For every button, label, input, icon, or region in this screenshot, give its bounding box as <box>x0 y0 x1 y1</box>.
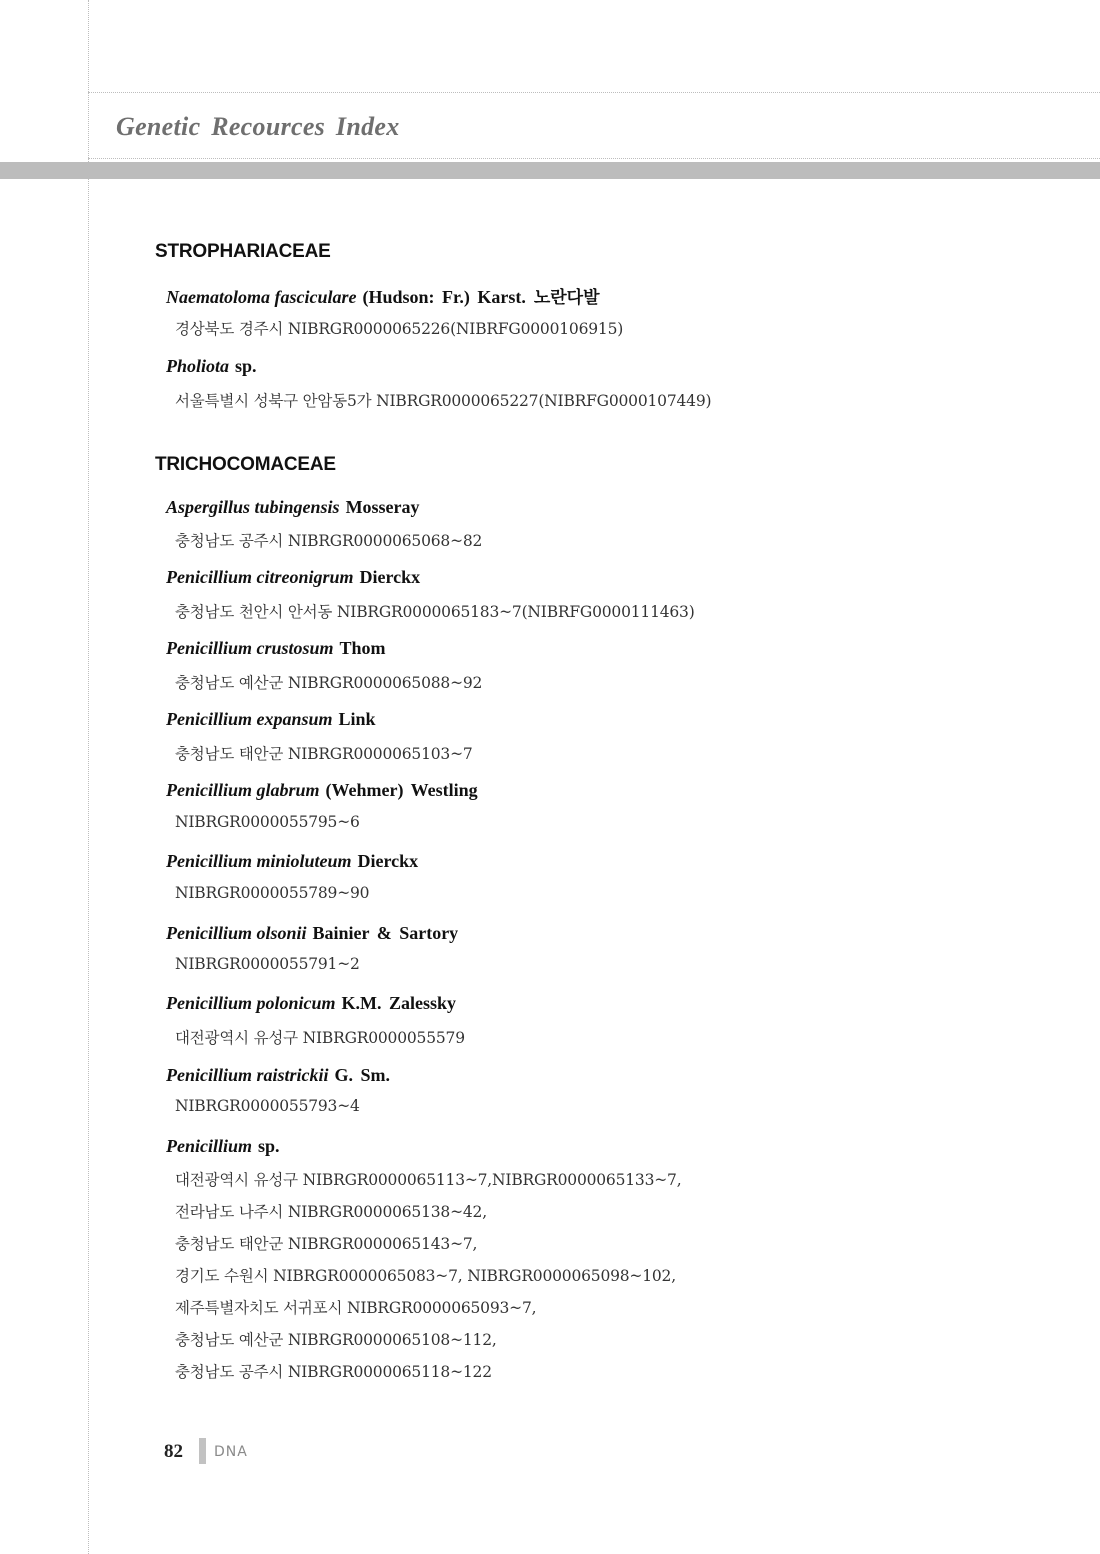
species-author: (Hudson: Fr.) Karst. <box>362 287 526 307</box>
species-author: (Wehmer) Westling <box>325 780 478 800</box>
species-entry <box>166 851 418 872</box>
species-author: Thom <box>339 638 386 658</box>
species-location: 서울특별시 성북구 안암동5가 NIBRGR0000065227(NIBRFG0000107449) <box>175 392 712 410</box>
family-heading: STROPHARIACEAE <box>155 241 331 262</box>
species-location: NIBRGR0000055795~6 <box>175 813 360 831</box>
species-location: NIBRGR0000055789~90 <box>175 884 370 902</box>
species-author: G. Sm. <box>334 1065 391 1085</box>
species-location: 제주특별자치도 서귀포시 NIBRGR0000065093~7, <box>175 1299 537 1317</box>
species-entry <box>166 638 386 659</box>
species-author: Mosseray <box>345 497 420 517</box>
species-korean-name: 노란다발 <box>533 288 600 308</box>
species-location: 경기도 수원시 NIBRGR0000065083~7, NIBRGR0000065098~102, <box>175 1267 676 1285</box>
species-entry <box>166 497 420 518</box>
species-location: 충청남도 천안시 안서동 NIBRGR0000065183~7(NIBRFG0000111463) <box>175 603 695 621</box>
footer-section-label: DNA <box>214 1444 248 1460</box>
header-bottom-rule <box>88 158 1100 159</box>
species-entry <box>166 356 257 377</box>
species-binomial: Penicillium citreonigrum <box>166 567 354 587</box>
species-author: Dierckx <box>359 567 421 587</box>
page-number: 82 <box>164 1441 183 1462</box>
species-location: NIBRGR0000055793~4 <box>175 1097 360 1115</box>
species-binomial: Naematoloma fasciculare <box>166 287 357 307</box>
species-entry <box>166 993 456 1014</box>
species-binomial: Penicillium <box>166 1136 253 1156</box>
species-location: 충청남도 태안군 NIBRGR0000065143~7, <box>175 1235 478 1253</box>
species-entry <box>166 1065 390 1086</box>
species-entry <box>166 1136 280 1157</box>
species-binomial: Pholiota <box>166 356 230 376</box>
species-author: Link <box>338 709 376 729</box>
species-location: 경상북도 경주시 NIBRGR0000065226(NIBRFG0000106915) <box>175 320 624 338</box>
species-location: 대전광역시 유성구 NIBRGR0000065113~7,NIBRGR0000065133~7, <box>175 1171 682 1189</box>
species-entry <box>166 709 376 730</box>
species-binomial: Penicillium olsonii <box>166 923 307 943</box>
species-entry <box>166 283 600 308</box>
species-location: 충청남도 예산군 NIBRGR0000065108~112, <box>175 1331 497 1349</box>
species-binomial: Penicillium polonicum <box>166 993 336 1013</box>
species-location: 충청남도 공주시 NIBRGR0000065068~82 <box>175 532 483 550</box>
species-binomial: Penicillium expansum <box>166 709 333 729</box>
species-entry <box>166 780 478 801</box>
left-dotted-guide <box>88 0 89 1554</box>
species-author: K.M. Zalessky <box>341 993 457 1013</box>
species-entry <box>166 923 458 944</box>
species-binomial: Penicillium crustosum <box>166 638 334 658</box>
species-author: Bainier & Sartory <box>312 923 459 943</box>
species-location: 충청남도 공주시 NIBRGR0000065118~122 <box>175 1363 492 1381</box>
species-binomial: Aspergillus tubingensis <box>166 497 340 517</box>
footer-divider <box>199 1438 206 1464</box>
species-location: 충청남도 태안군 NIBRGR0000065103~7 <box>175 745 473 763</box>
species-author: Dierckx <box>357 851 419 871</box>
family-heading: TRICHOCOMACEAE <box>155 454 336 475</box>
species-binomial: Penicillium minioluteum <box>166 851 352 871</box>
species-location: 전라남도 나주시 NIBRGR0000065138~42, <box>175 1203 487 1221</box>
species-author: sp. <box>235 356 257 376</box>
running-header-title: Genetic Recources Index <box>116 112 400 141</box>
species-binomial: Penicillium glabrum <box>166 780 320 800</box>
species-location: 충청남도 예산군 NIBRGR0000065088~92 <box>175 674 483 692</box>
header-band <box>0 162 1100 179</box>
species-location: NIBRGR0000055791~2 <box>175 955 360 973</box>
species-author: sp. <box>258 1136 280 1156</box>
species-location: 대전광역시 유성구 NIBRGR0000055579 <box>175 1029 465 1047</box>
species-entry <box>166 567 420 588</box>
header-top-rule <box>88 92 1100 93</box>
species-binomial: Penicillium raistrickii <box>166 1065 329 1085</box>
